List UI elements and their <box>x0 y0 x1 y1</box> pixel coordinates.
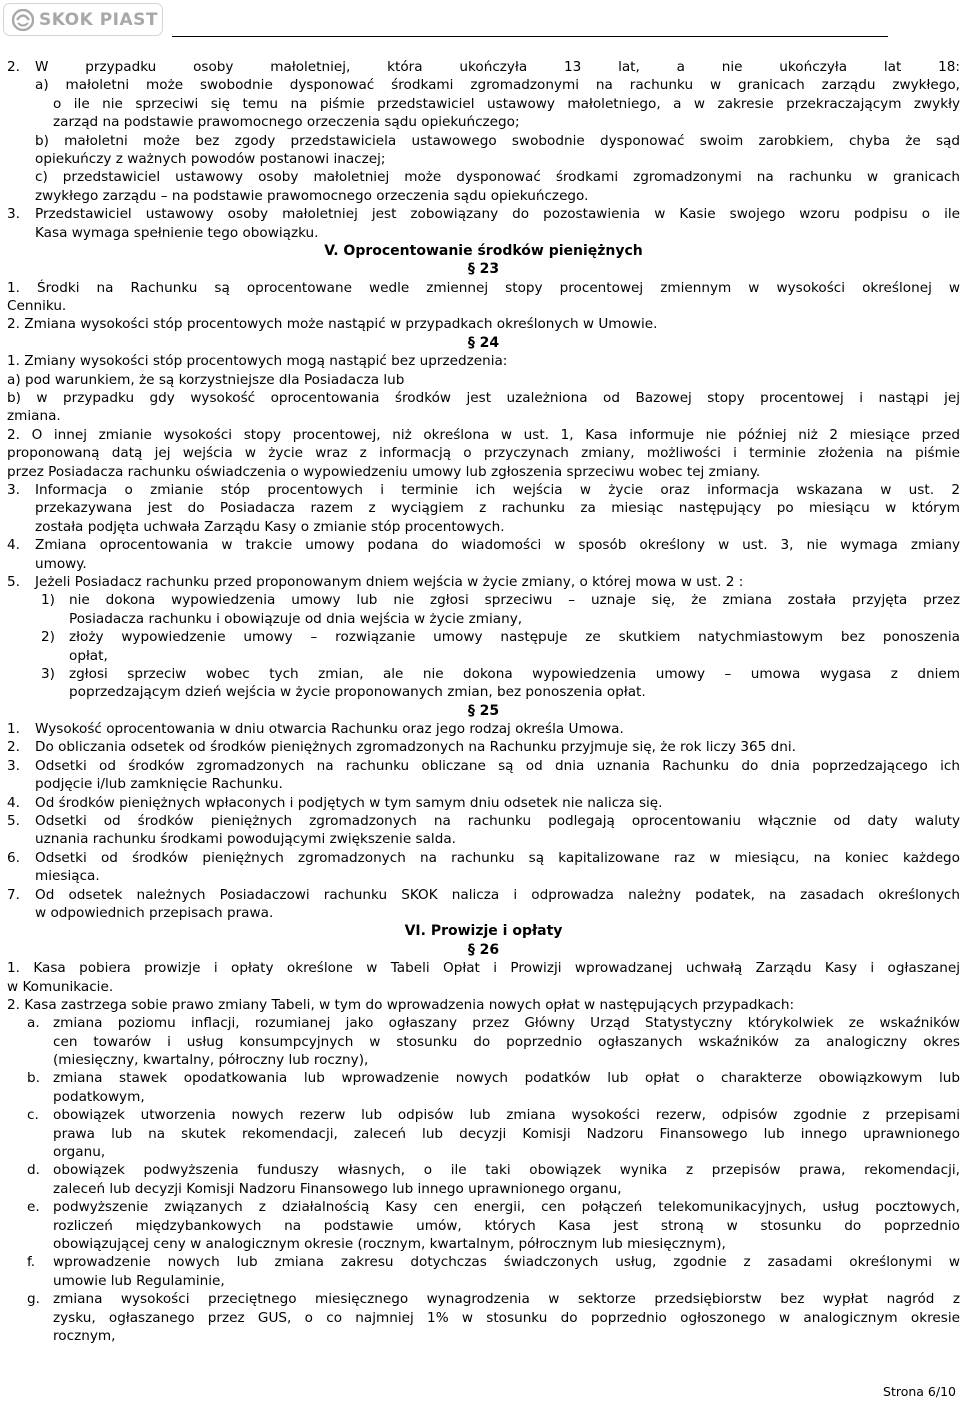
text-line <box>7 1253 960 1271</box>
text-line <box>7 647 960 665</box>
text-line <box>7 683 960 701</box>
text-line <box>7 463 960 481</box>
line-text: organu, <box>53 1144 106 1161</box>
item-number: g. <box>27 1291 40 1308</box>
text-line <box>7 58 960 76</box>
line-text: nie dokona wypowiedzenia umowy lub nie zgłosi sprzeciwu – uznaje się, że zmiana została przyjęta przez <box>69 592 960 609</box>
line-text: uznania rachunku środkami powodującymi zwiększenie salda. <box>35 831 456 848</box>
text-line <box>7 1290 960 1308</box>
text-line <box>7 555 960 573</box>
line-text: 1. Kasa pobiera prowizje i opłaty określone w Tabeli Opłat i Prowizji wprowadzanej uchwałą Zarządu Kasy i ogłaszanej <box>7 960 960 977</box>
text-line <box>7 757 960 775</box>
item-number: 5. <box>7 813 20 830</box>
skok-piast-logo <box>3 3 163 36</box>
text-line <box>7 573 960 591</box>
text-line <box>7 224 960 242</box>
text-line <box>7 150 960 168</box>
line-text: Odsetki od środków zgromadzonych na rachunku obliczane są od dnia uznania Rachunku do dnia poprzedzającego ich <box>35 757 960 774</box>
line-text: Przedstawiciel ustawowy osoby małoletniej jest zobowiązany do pozostawienia w Kasie swojego wzoru podpisu o ile <box>35 206 960 223</box>
text-line <box>7 518 960 536</box>
item-number: 1. <box>7 721 20 738</box>
text-line <box>7 794 960 812</box>
line-text: w odpowiednich przepisach prawa. <box>35 904 274 921</box>
text-line <box>7 812 960 830</box>
text-line <box>7 113 960 131</box>
line-text: zmiana poziomu inflacji, rozumianej jako ogłaszany przez Główny Urząd Statystyczny którykolwiek ze wskaźników <box>53 1015 960 1032</box>
text-line <box>7 352 960 370</box>
section-heading: § 24 <box>467 334 500 351</box>
text-line <box>7 315 960 333</box>
line-text: podatkowym, <box>53 1088 145 1105</box>
text-line <box>7 849 960 867</box>
line-text: zysku, ogłaszanego przez GUS, o co najmniej 1% w stosunku do poprzednio ogłoszonego w analogicznym okresie <box>53 1309 960 1326</box>
line-text: Wysokość oprocentowania w dniu otwarcia Rachunku oraz jego rodzaj określa Umowa. <box>35 721 624 738</box>
text-line <box>7 665 960 683</box>
item-number: 3) <box>41 665 55 682</box>
item-number: 4. <box>7 537 20 554</box>
text-line <box>7 407 960 425</box>
item-number: e. <box>27 1199 40 1216</box>
text-line <box>7 168 960 186</box>
page-number: Strona 6/10 <box>883 1384 956 1399</box>
line-text: złoży wypowiedzenie umowy – rozwiązanie umowy następuje ze skutkiem natychmiastowym bez ponoszenia <box>69 629 960 646</box>
text-line <box>7 610 960 628</box>
line-text: przez Posiadacza rachunku oświadczenia o wypowiedzeniu umowy lub zgłoszenia sprzeciwu wobec tej zmiany. <box>7 463 761 480</box>
item-number: 7. <box>7 886 20 903</box>
line-text: poprzedzającym dzień wejścia w życie proponowanych zmian, bez ponoszenia opłat. <box>69 684 646 701</box>
line-text: W przypadku osoby małoletniej, która ukończyła 13 lat, a nie ukończyła lat 18: <box>35 59 960 75</box>
item-number: d. <box>27 1162 40 1179</box>
text-line <box>7 904 960 922</box>
line-text: 1. Środki na Rachunku są oprocentowane wedle zmiennej stopy procentowej zmiennym w wysokości określonej w <box>7 279 960 296</box>
text-line <box>7 1088 960 1106</box>
text-line <box>7 738 960 756</box>
text-line <box>7 1327 960 1345</box>
line-text: 2. O innej zmianie wysokości stopy procentowej, niż określona w ust. 1, Kasa informuje nie później niż 2 miesiące przed <box>7 426 960 443</box>
line-text: Od odsetek należnych Posiadaczowi rachunku SKOK nalicza i odprowadza należny podatek, na zasadach określonych <box>35 886 960 903</box>
line-text: obowiązującej ceny w analogicznym okresie (rocznym, kwartalnym, półrocznym lub miesięcznym), <box>53 1236 726 1252</box>
line-text: rozliczeń międzybankowych na podstawie umów, których Kasa jest stroną w stosunku do poprzednio <box>53 1217 960 1234</box>
line-text: Odsetki od środków pieniężnych zgromadzonych na rachunku są kapitalizowane raz w miesiącu, na koniec każdego <box>35 849 960 866</box>
text-line <box>7 591 960 609</box>
line-text: opłat, <box>69 647 108 664</box>
text-line <box>7 187 960 205</box>
text-line <box>7 830 960 848</box>
item-number: 3. <box>7 206 20 223</box>
text-line <box>7 996 960 1014</box>
text-line <box>7 1198 960 1216</box>
item-number: 3. <box>7 481 20 498</box>
section-heading: § 26 <box>467 941 500 958</box>
item-number: 4. <box>7 794 20 811</box>
item-number: 5. <box>7 573 20 590</box>
item-number: 1) <box>41 592 55 609</box>
text-line <box>7 1309 960 1327</box>
line-text: opiekuńczy z ważnych powodów postanowi inaczej; <box>35 150 386 167</box>
text-line <box>7 1143 960 1161</box>
item-number: 2) <box>41 629 55 646</box>
section-heading: § 23 <box>467 261 500 278</box>
line-text: b) w przypadku gdy wysokość oprocentowania środków jest uzależniona od Bazowej stopy procentowej i nastąpi jej <box>7 390 960 407</box>
line-text: Odsetki od środków pieniężnych zgromadzonych na rachunku podlegają oprocentowaniu włącznie od daty waluty <box>35 813 960 830</box>
line-text: cen towarów i usług konsumpcyjnych w stosunku do poprzednio ogłaszanych wskaźników za analogiczny okres <box>53 1033 960 1050</box>
text-line <box>7 426 960 444</box>
line-text: rocznym, <box>53 1327 116 1344</box>
section-heading: VI. Prowizje i opłaty <box>404 923 563 940</box>
item-number: 2. <box>7 739 20 756</box>
text-line <box>7 481 960 499</box>
line-text: zmiana. <box>7 408 61 425</box>
line-text: zmiana wysokości przeciętnego miesięcznego wynagrodzenia w sektorze przedsiębiorstw bez wypłat nagród z <box>53 1291 960 1308</box>
line-text: zaleceń lub decyzji Komisji Nadzoru Finansowego lub innego uprawnionego organu, <box>53 1180 622 1197</box>
line-text: zarząd na podstawie prawomocnego orzeczenia sądu opiekuńczego; <box>53 114 520 131</box>
item-number: c. <box>27 1107 39 1124</box>
text-line <box>7 1235 960 1253</box>
text-line <box>7 371 960 389</box>
text-line <box>7 297 960 315</box>
line-text: zmiana stawek opodatkowania lub wprowadzenie nowych podatków lub opłat o charakterze obowiązkowym lub <box>53 1070 960 1087</box>
header-rule <box>172 36 888 37</box>
text-line <box>7 1106 960 1124</box>
line-text: Od środków pieniężnych wpłaconych i podjętych w tym samym dniu odsetek nie nalicza się. <box>35 794 663 811</box>
item-number: 6. <box>7 849 20 866</box>
line-text: Jeżeli Posiadacz rachunku przed proponowanym dniem wejścia w życie zmiany, o której mowa w ust. 2 : <box>35 573 744 590</box>
line-text: 2. Zmiana wysokości stóp procentowych może nastąpić w przypadkach określonych w Umowie. <box>7 316 658 333</box>
text-line <box>7 1069 960 1087</box>
line-text: miesiąca. <box>35 868 100 885</box>
text-line <box>7 1161 960 1179</box>
text-line <box>7 536 960 554</box>
item-number: a. <box>27 1015 40 1032</box>
line-text: zwykłego zarządu – na podstawie prawomocnego orzeczenia sądu opiekuńczego. <box>35 187 589 204</box>
line-text: przekazywana jest do Posiadacza razem z wyciągiem z rachunku za miesiąc następujący po miesiącu w którym <box>35 500 960 517</box>
line-text: a) małoletni może swobodnie dysponować środkami zgromadzonymi na rachunku w granicach zarządu zwykłego, <box>35 77 960 94</box>
text-line <box>7 95 960 113</box>
line-text: Do obliczania odsetek od środków pieniężnych zgromadzonych na Rachunku przyjmuje się, że rok liczy 365 dni. <box>35 739 796 756</box>
line-text: wprowadzenie nowych lub zmiana zakresu dotychczas świadczonych usług, zgodnie z zasadami określonymi w <box>53 1254 960 1271</box>
line-text: b) małoletni może bez zgody przedstawiciela ustawowego swobodnie dysponować swoim zarobkiem, chyba że sąd <box>35 132 960 149</box>
line-text: została podjęta uchwała Zarządu Kasy o zmianie stóp procentowych. <box>35 518 505 535</box>
item-number: b. <box>27 1070 40 1087</box>
text-line <box>7 76 960 94</box>
text-line <box>7 867 960 885</box>
text-line <box>7 978 960 996</box>
text-line <box>7 720 960 738</box>
text-line <box>7 1180 960 1198</box>
text-line <box>7 279 960 297</box>
text-line <box>7 775 960 793</box>
text-line <box>7 1051 960 1069</box>
line-text: a) pod warunkiem, że są korzystniejsze dla Posiadacza lub <box>7 371 405 388</box>
text-line <box>7 1014 960 1032</box>
text-line <box>7 1217 960 1235</box>
line-text: Cenniku. <box>7 298 67 315</box>
line-text: Kasa wymaga spełnienie tego obowiązku. <box>35 224 319 241</box>
line-text: obowiązek podwyższenia funduszy własnych, o ile taki obowiązek wynika z przepisów prawa, rekomendacji, <box>53 1162 960 1179</box>
text-line <box>7 499 960 517</box>
text-line <box>7 1033 960 1051</box>
item-number: f. <box>27 1254 36 1271</box>
item-number: 2. <box>7 59 20 75</box>
line-text: umowy. <box>35 555 87 572</box>
line-text: proponowaną datą jej wejścia w życie wraz z informacją o przyczynach zmiany, możliwości i terminie złożenia na piśmie <box>7 445 960 462</box>
logo-text: SKOK PIAST <box>39 9 158 30</box>
text-line <box>7 1125 960 1143</box>
line-text: Informacja o zmianie stóp procentowych i terminie ich wejścia w życie oraz informacja wskazana w ust. 2 <box>35 481 960 498</box>
line-text: Zmiana oprocentowania w trakcie umowy podana do wiadomości w sposób określony w ust. 3, nie wymaga zmiany <box>35 537 960 554</box>
section-heading: § 25 <box>467 702 500 719</box>
line-text: Posiadacza rachunku i obowiązuje od dnia wejścia w życie zmiany, <box>69 610 523 627</box>
item-number: 3. <box>7 757 20 774</box>
line-text: zgłosi sprzeciw wobec tych zmian, ale nie dokona wypowiedzenia umowy – umowa wygasa z dniem <box>69 665 960 682</box>
section-heading: V. Oprocentowanie środków pieniężnych <box>324 242 643 259</box>
line-text: obowiązek utworzenia nowych rezerw lub odpisów lub zmiana wysokości rezerw, odpisów zgodnie z przepisami <box>53 1107 960 1124</box>
skok-logo-icon <box>12 9 34 31</box>
line-text: (miesięczny, kwartalny, półroczny lub roczny), <box>53 1052 369 1069</box>
text-line <box>7 628 960 646</box>
text-line <box>7 205 960 223</box>
line-text: c) przedstawiciel ustawowy osoby małoletniej może dysponować środkami zgromadzonymi na rachunku w granicach <box>35 169 960 186</box>
line-text: podjęcie i/lub zamknięcie Rachunku. <box>35 776 283 793</box>
text-line <box>7 959 960 977</box>
text-line <box>7 389 960 407</box>
line-text: o ile nie sprzeciwi się temu na piśmie przedstawiciel ustawowy małoletniego, a w zakresie przekraczającym zwykły <box>53 95 960 112</box>
text-line <box>7 886 960 904</box>
line-text: w Komunikacie. <box>7 978 114 995</box>
text-line <box>7 1272 960 1290</box>
line-text: podwyższenie związanych z działalnością Kasy cen energii, cen połączeń telekomunikacyjnych, usług pocztowych, <box>53 1199 960 1216</box>
line-text: prawa lub na skutek rekomendacji, zaleceń lub decyzji Komisji Nadzoru Finansowego lub innego uprawnionego <box>53 1125 960 1142</box>
line-text: 2. Kasa zastrzega sobie prawo zmiany Tabeli, w tym do wprowadzenia nowych opłat w następujących przypadkach: <box>7 996 795 1013</box>
text-line <box>7 132 960 150</box>
line-text: 1. Zmiany wysokości stóp procentowych mogą nastąpić bez uprzedzenia: <box>7 353 508 370</box>
document-body <box>7 58 960 1345</box>
line-text: umowie lub Regulaminie, <box>53 1272 225 1289</box>
text-line <box>7 444 960 462</box>
